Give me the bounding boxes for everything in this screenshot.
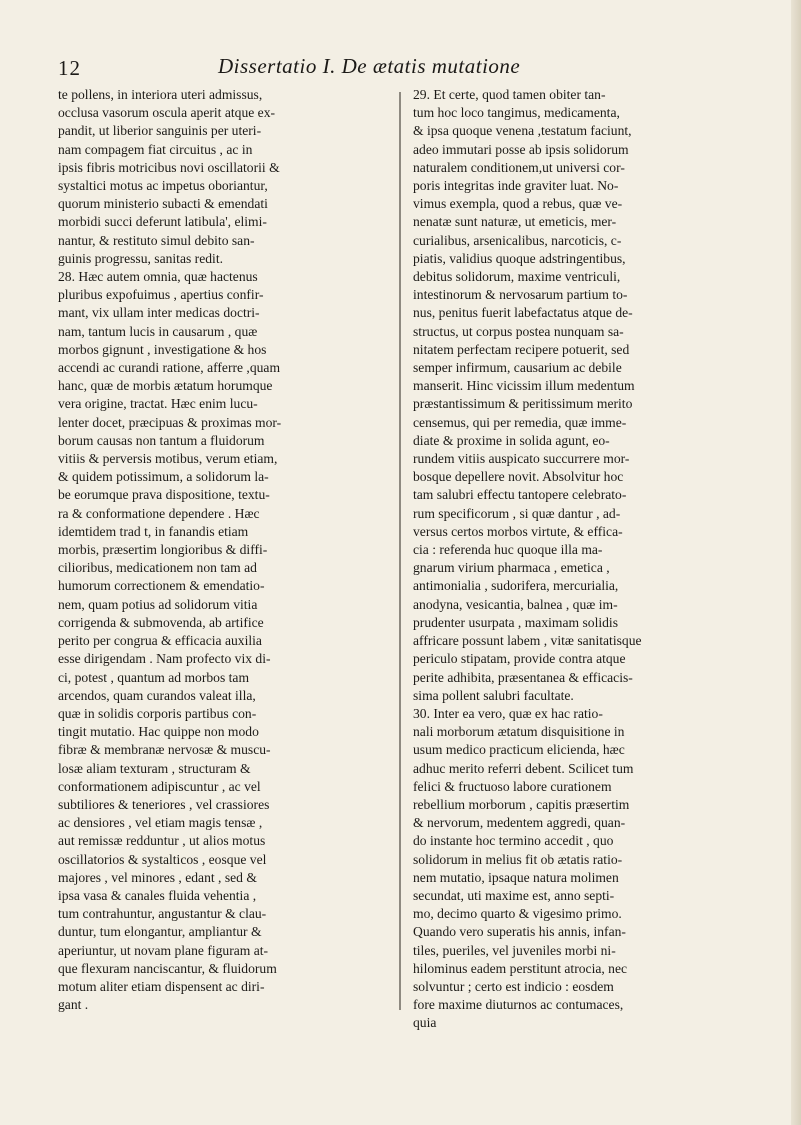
text-line: poris integritas inde graviter luat. No-	[413, 178, 619, 194]
running-title: Dissertatio I. De ætatis mutatione	[218, 54, 521, 78]
text-line: cilioribus, medicationem non tam ad	[58, 560, 257, 576]
text-line: conformationem adipiscuntur , ac vel	[58, 778, 261, 794]
text-line: 28. Hæc autem omnia, quæ hactenus	[58, 269, 258, 285]
text-line: periculo stipatam, provide contra atque	[413, 651, 626, 667]
text-line: sima pollent salubri facultate.	[413, 687, 574, 703]
text-line: ipsa vasa & canales fluida vehentia ,	[58, 887, 257, 903]
text-line: tum contrahuntur, angustantur & clau-	[58, 906, 267, 922]
page-number: 12	[58, 56, 81, 80]
text-line: aperiuntur, ut novam plane figuram at-	[58, 942, 269, 958]
text-line: lenter docet, præcipuas & proximas mor-	[58, 414, 282, 430]
text-line: intestinorum & nervosarum partium to-	[413, 287, 628, 303]
text-line: secundat, uti maxime est, anno septi-	[413, 887, 615, 903]
text-line: antimonialia , sudorifera, mercurialia,	[413, 578, 619, 594]
text-line: vera origine, tractat. Hæc enim lucu-	[58, 396, 258, 412]
text-line: be eorumque prava dispositione, textu-	[58, 487, 270, 503]
text-line: tam salubri effectu tantopere celebrato-	[413, 487, 627, 503]
text-line: & nervorum, medentem aggredi, quan-	[413, 815, 626, 831]
text-line: versus certos morbos virtute, & effica-	[413, 523, 623, 539]
text-line: nem, quam potius ad solidorum vitia	[58, 596, 258, 612]
text-line: hilominus eadem perstitunt atrocia, nec	[413, 960, 628, 976]
text-line: majores , vel minores , edant , sed &	[58, 869, 257, 885]
text-line: nitatem perfectam recipere potuerit, sed	[413, 341, 630, 357]
text-line: accendi ac curandi ratione, afferre ,quam	[58, 360, 281, 376]
text-line: diate & proxime in solida agunt, eo-	[413, 432, 610, 448]
text-line: mo, decimo quarto & vigesimo primo.	[413, 906, 622, 922]
text-line: adhuc merito referri debent. Scilicet tum	[413, 760, 634, 776]
text-line: idemtidem trad t, in fanandis etiam	[58, 523, 249, 539]
text-line: quorum ministerio subacti & emendati	[58, 196, 268, 212]
text-line: rum specificorum , si quæ dantur , ad-	[413, 505, 621, 521]
text-line: structus, ut corpus postea nunquam sa-	[413, 323, 624, 339]
text-line: losæ aliam texturam , structuram &	[58, 760, 251, 776]
left-column	[58, 86, 378, 1014]
text-line: piatis, validius quoque adstringentibus,	[413, 250, 626, 266]
text-line: perite adhibita, præsentanea & efficacis-	[413, 669, 633, 685]
text-line: anodyna, vesicantia, balnea , quæ im-	[413, 596, 618, 612]
text-line: curialibus, arsenicalibus, narcoticis, c-	[413, 232, 622, 248]
text-line: morbos gignunt , investigatione & hos	[58, 341, 267, 357]
page-header	[58, 54, 760, 84]
text-line: morbis, præsertim longioribus & diffi-	[58, 542, 268, 558]
text-line: rundem vitiis auspicato succurrere mor-	[413, 451, 630, 467]
text-line: ci, potest , quantum ad morbos tam	[58, 669, 250, 685]
text-line: hanc, quæ de morbis ætatum horumque	[58, 378, 273, 394]
text-line: arcendos, quam curandos valeat illa,	[58, 687, 256, 703]
text-line: quia	[413, 1015, 437, 1031]
text-line: aut remissæ redduntur , ut alios motus	[58, 833, 266, 849]
text-line: gant .	[58, 997, 89, 1013]
text-line: ac densiores , vel etiam magis tensæ ,	[58, 815, 263, 831]
text-line: borum causas non tantum a fluidorum	[58, 432, 265, 448]
text-line: Quando vero superatis his annis, infan-	[413, 924, 626, 940]
text-line: adeo immutari posse ab ipsis solidorum	[413, 141, 629, 157]
text-line: solidorum in melius fit ob ætatis ratio-	[413, 851, 623, 867]
text-line: censemus, qui per remedia, quæ imme-	[413, 414, 627, 430]
text-line: semper infirmum, causarium ac debile	[413, 360, 622, 376]
text-line: felici & fructuoso labore curationem	[413, 778, 612, 794]
text-line: ipsis fibris motricibus novi oscillatorii &	[58, 159, 280, 175]
text-line: 29. Et certe, quod tamen obiter tan-	[413, 87, 606, 102]
text-line: guinis progressu, sanitas redit.	[58, 250, 223, 266]
text-line: prudenter usurpata , maximam solidis	[413, 614, 618, 630]
text-line: fore maxime diuturnos ac contumaces,	[413, 997, 624, 1013]
text-line: oscillatorios & systalticos , eosque vel	[58, 851, 267, 867]
text-line: gnarum virium pharmaca , emetica ,	[413, 560, 610, 576]
text-line: duntur, tum elongantur, ampliantur &	[58, 924, 262, 940]
page-edge	[791, 0, 801, 1125]
right-column	[413, 86, 743, 1033]
text-line: nantur, & restituto simul debito san-	[58, 232, 255, 248]
text-line: affricare possunt labem , vitæ sanitatisque	[413, 633, 642, 649]
text-line: nenatæ sunt naturæ, ut emeticis, mer-	[413, 214, 617, 230]
text-line: vimus exempla, quod a rebus, quæ ve-	[413, 196, 623, 212]
text-line: usum medico practicum elicienda, hæc	[413, 742, 625, 758]
text-line: nali morborum ætatum disquisitione in	[413, 724, 625, 740]
text-line: quæ in solidis corporis partibus con-	[58, 705, 257, 721]
text-line: nam compagem fiat circuitus , ac in	[58, 141, 253, 157]
text-line: bosque depellere novit. Absolvitur hoc	[413, 469, 624, 485]
text-line: morbidi succi deferunt latibula', elimi-	[58, 214, 267, 230]
text-line: tum hoc loco tangimus, medicamenta,	[413, 105, 620, 121]
text-line: præstantissimum & peritissimum merito	[413, 396, 633, 412]
text-line: do instante hoc termino accedit , quo	[413, 833, 614, 849]
text-line: tingit mutatio. Hac quippe non modo	[58, 724, 259, 740]
text-line: perito per congrua & efficacia auxilia	[58, 633, 262, 649]
text-line: pandit, ut liberior sanguinis per uteri-	[58, 123, 262, 139]
text-line: pluribus expofuimus , apertius confir-	[58, 287, 264, 303]
text-line: mant, vix ullam inter medicas doctri-	[58, 305, 260, 321]
text-line: te pollens, in interiora uteri admissus,	[58, 87, 263, 102]
text-line: humorum correctionem & emendatio-	[58, 578, 265, 594]
text-line: tiles, pueriles, vel juveniles morbi ni-	[413, 942, 616, 958]
text-line: naturalem conditionem,ut universi cor-	[413, 159, 625, 175]
column-divider	[399, 92, 401, 1010]
text-line: rebellium morborum , capitis præsertim	[413, 796, 630, 812]
text-line: debitus solidorum, maxime ventriculi,	[413, 269, 621, 285]
text-line: manserit. Hinc vicissim illum medentum	[413, 378, 635, 394]
text-line: & ipsa quoque venena ,testatum faciunt,	[413, 123, 632, 139]
text-line: que flexuram nanciscantur, & fluidorum	[58, 960, 277, 976]
text-line: 30. Inter ea vero, quæ ex hac ratio-	[413, 705, 603, 721]
text-line: nem mutatio, ipsaque natura molimen	[413, 869, 619, 885]
text-line: nam, tantum lucis in causarum , quæ	[58, 323, 258, 339]
text-line: subtiliores & teneriores , vel crassiores	[58, 796, 270, 812]
text-line: nus, penitus fuerit labefactatus atque de-	[413, 305, 633, 321]
text-line: cia : referenda huc quoque illa ma-	[413, 542, 603, 558]
text-line: systaltici motus ac impetus oboriantur,	[58, 178, 268, 194]
text-line: occlusa vasorum oscula aperit atque ex-	[58, 105, 276, 121]
text-line: corrigenda & submovenda, ab artifice	[58, 614, 264, 630]
text-line: motum aliter etiam dispensent ac diri-	[58, 978, 265, 994]
text-line: fibræ & membranæ nervosæ & muscu-	[58, 742, 271, 758]
text-line: solvuntur ; certo est indicio : eosdem	[413, 978, 614, 994]
text-line: esse dirigendam . Nam profecto vix di-	[58, 651, 271, 667]
text-line: & quidem potissimum, a solidorum la-	[58, 469, 269, 485]
text-line: vitiis & perversis motibus, verum etiam,	[58, 451, 278, 467]
text-line: ra & conformatione dependere . Hæc	[58, 505, 260, 521]
